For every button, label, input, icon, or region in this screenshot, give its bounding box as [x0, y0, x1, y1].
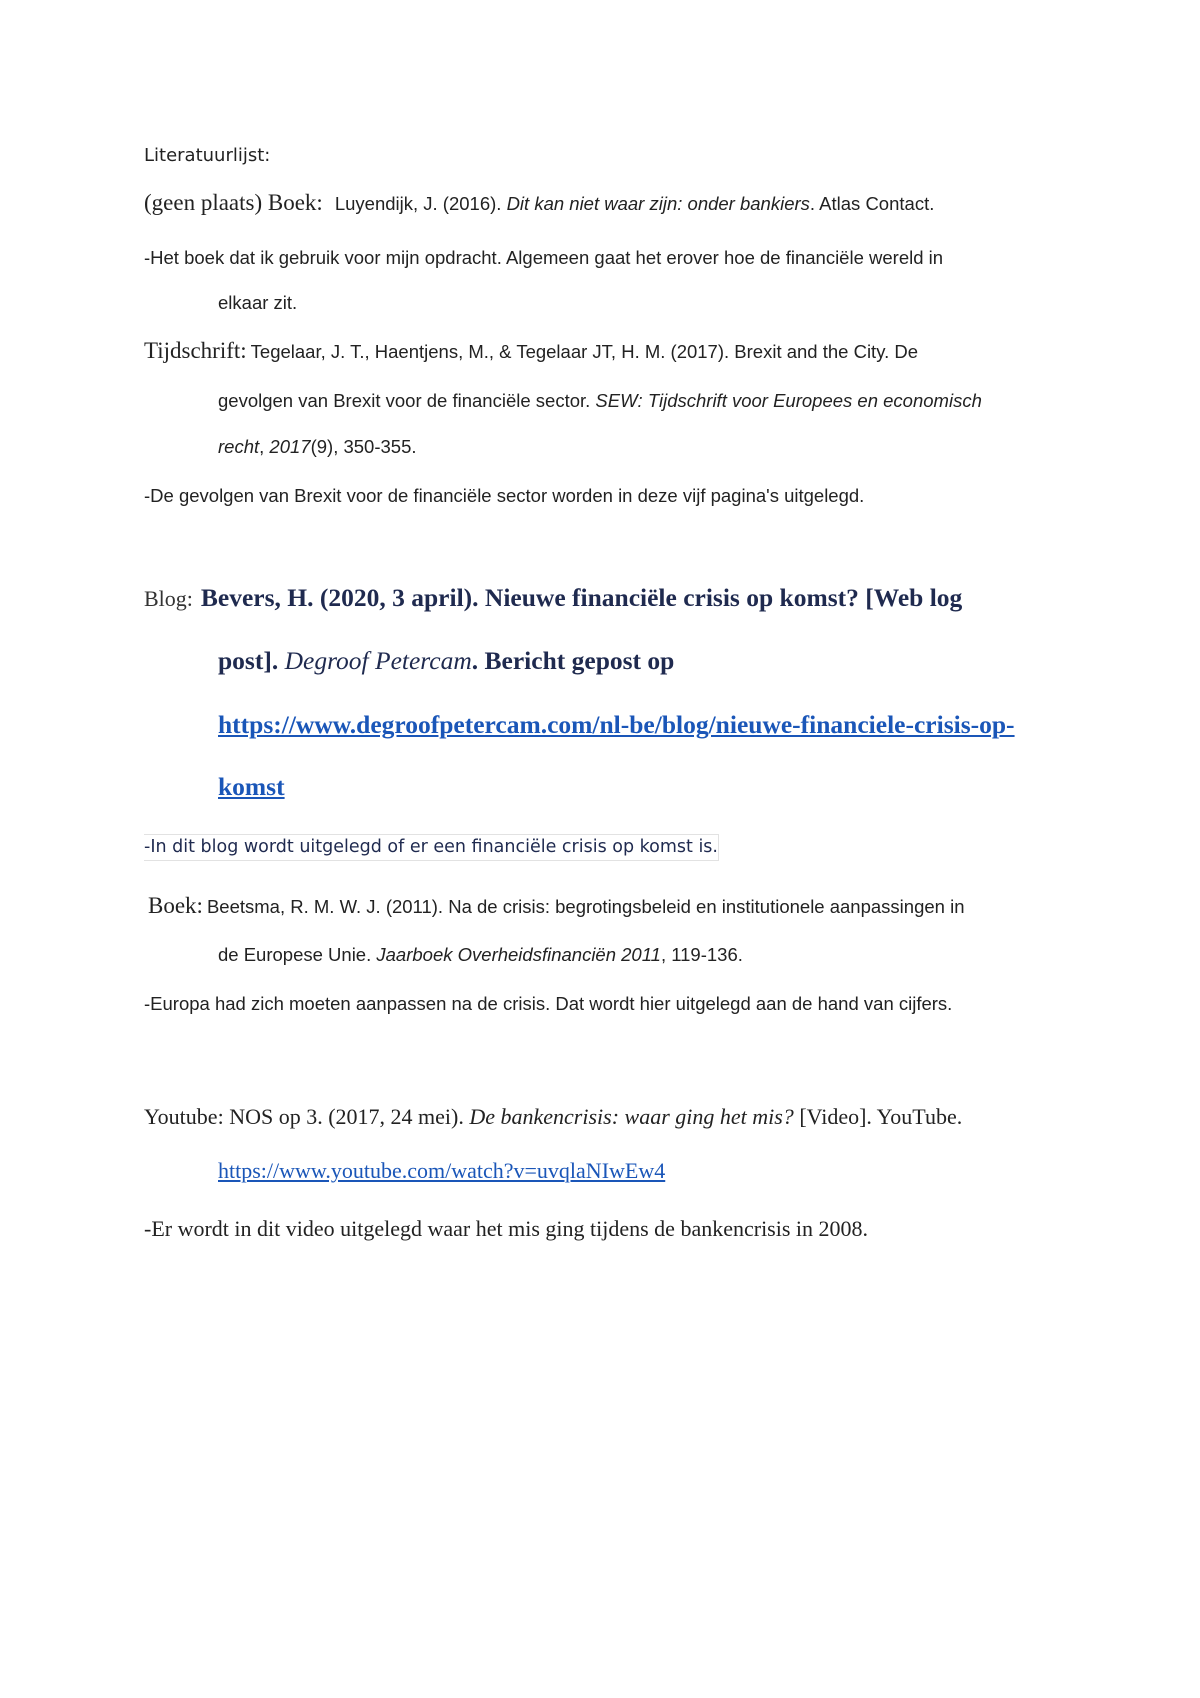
reference-publisher: . Atlas Contact.	[809, 193, 935, 214]
reference-journal-name: SEW: Tijdschrift voor Europees en economisch	[595, 390, 982, 411]
reference-site-name: Degroof Petercam	[284, 646, 472, 675]
reference-title: de Europese Unie.	[218, 944, 377, 965]
reference-authors: Bevers, H. (2020, 3 april). Nieuwe financiële crisis op komst? [Web log	[200, 583, 963, 612]
reference-authors: Beetsma, R. M. W. J. (2011). Na de crisis: begrotingsbeleid en institutionele aanpassingen in	[206, 896, 965, 917]
reference-label: Boek:	[148, 893, 203, 918]
reference-label: (geen plaats) Boek:	[144, 190, 323, 215]
reference-book-line2	[218, 944, 743, 966]
reference-journal-line2	[218, 390, 982, 412]
reference-journal-line3	[218, 436, 417, 458]
reference-title: Dit kan niet waar zijn: onder bankiers	[506, 193, 810, 214]
reference-authors: Luyendijk, J. (2016).	[334, 193, 507, 214]
reference-book-luyendijk	[144, 190, 934, 216]
page-heading: Literatuurlijst:	[144, 145, 271, 166]
reference-posted: . Bericht gepost op	[471, 646, 675, 675]
reference-youtube-nos	[144, 1104, 962, 1130]
reference-authors: Tegelaar, J. T., Haentjens, M., & Tegelaar JT, H. M. (2017). Brexit and the City. De	[250, 341, 918, 362]
reference-label: Tijdschrift:	[144, 338, 247, 363]
reference-note: -Er wordt in dit video uitgelegd waar het mis ging tijdens de bankencrisis in 2008.	[144, 1216, 869, 1241]
reference-note: -Europa had zich moeten aanpassen na de crisis. Dat wordt hier uitgelegd aan de hand van cijfers.	[144, 993, 953, 1014]
reference-authors: NOS op 3. (2017, 24 mei).	[223, 1104, 470, 1129]
reference-note: -De gevolgen van Brexit voor de financiële sector worden in deze vijf pagina's uitgelegd.	[144, 485, 865, 506]
reference-book-beetsma	[148, 893, 964, 919]
reference-pages: , 119-136.	[660, 944, 743, 965]
reference-note: -Het boek dat ik gebruik voor mijn opdracht. Algemeen gaat het erover hoe de financiële wereld in	[144, 247, 944, 268]
reference-pages: (9), 350-355.	[310, 436, 417, 457]
youtube-url-link[interactable]: https://www.youtube.com/watch?v=uvqlaNIwEw4	[218, 1158, 666, 1183]
reference-journal-name-end: recht	[218, 436, 260, 457]
reference-note: -In dit blog wordt uitgelegd of er een financiële crisis op komst is.	[144, 834, 719, 861]
reference-label: Blog:	[144, 586, 193, 611]
reference-yearbook: Jaarboek Overheidsfinanciën 2011	[376, 944, 661, 965]
reference-type: post].	[218, 646, 285, 675]
separator: ,	[259, 436, 270, 457]
reference-title: De bankencrisis: waar ging het mis?	[469, 1104, 794, 1129]
reference-source: [Video]. YouTube.	[793, 1104, 963, 1129]
reference-note-continued: elkaar zit.	[218, 292, 298, 313]
reference-blog-bevers	[144, 583, 962, 613]
reference-title: gevolgen van Brexit voor de financiële sector.	[218, 390, 596, 411]
reference-blog-line2	[218, 646, 674, 676]
blog-url-link[interactable]: https://www.degroofpetercam.com/nl-be/blog/nieuwe-financiele-crisis-op-	[218, 710, 1015, 739]
reference-journal-tegelaar	[144, 338, 918, 364]
reference-volume: 2017	[269, 436, 311, 457]
reference-label: Youtube:	[144, 1104, 224, 1129]
blog-url-link-continued[interactable]: komst	[218, 772, 285, 801]
